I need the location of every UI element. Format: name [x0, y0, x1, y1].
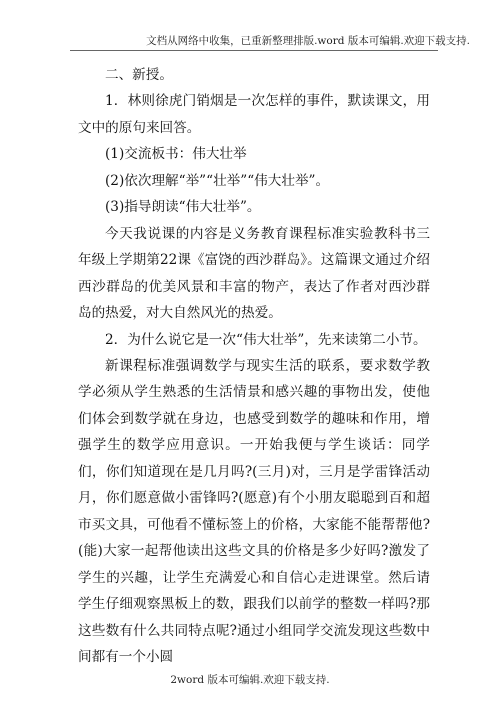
paragraph-question-2: 2．为什么说它是一次“伟大壮举”，先来读第二小节。: [105, 331, 427, 348]
document-body: [78, 62, 430, 670]
page-footer: 2word 版本可编辑.欢迎下载支持.: [170, 674, 330, 686]
paragraph-step-1: (1)交流板书：伟大壮举: [105, 146, 247, 163]
section-heading: 二、新授。: [105, 67, 173, 83]
page-header: 文档从网络中收集，已重新整理排版.word 版本可编辑.欢迎下载支持.: [146, 35, 470, 47]
header-rule: [70, 50, 438, 51]
paragraph-curriculum: 新课程标准强调数学与现实生活的联系，要求数学教学必须从学生熟悉的生活情景和感兴趣的事物出发，使他们体会到数学就在身边，也感受到数学的趣味和作用，增强学生的数学应用意识。一开始我便与学生谈话：同学们，你们知道现在是几月吗?(三月)对，三月是学雷锋活动月，你们愿意做小雷锋吗?(愿意)有个小朋友聪聪到百和超市买文具，可他看不懂标签上的价格，大家能不能帮帮他?(能)大家一起帮他读出这些文具的价格是多少好吗?激发了学生的兴趣，让学生充满爱心和自信心走进课堂。然后请学生仔细观察黑板上的数，跟我们以前学的整数一样吗?那这些数有什么共同特点呢?通过小组同学交流发现这些数中间都有一个小圆: [78, 357, 430, 665]
paragraph-step-2: (2)依次理解“举”“壮举”“伟大壮举”。: [105, 172, 330, 189]
paragraph-question-1: 1．林则徐虎门销烟是一次怎样的事件，默读课文，用文中的原句来回答。: [78, 93, 430, 136]
paragraph-lesson-intro: 今天我说课的内容是义务教育课程标准实验教科书三年级上学期第22课《富饶的西沙群岛》。这篇课文通过介绍西沙群岛的优美风景和丰富的物产，表达了作者对西沙群岛的热爱，对大自然风光的热爱。: [78, 225, 430, 322]
paragraph-step-3: (3)指导朗读“伟大壮举”。: [105, 199, 261, 216]
